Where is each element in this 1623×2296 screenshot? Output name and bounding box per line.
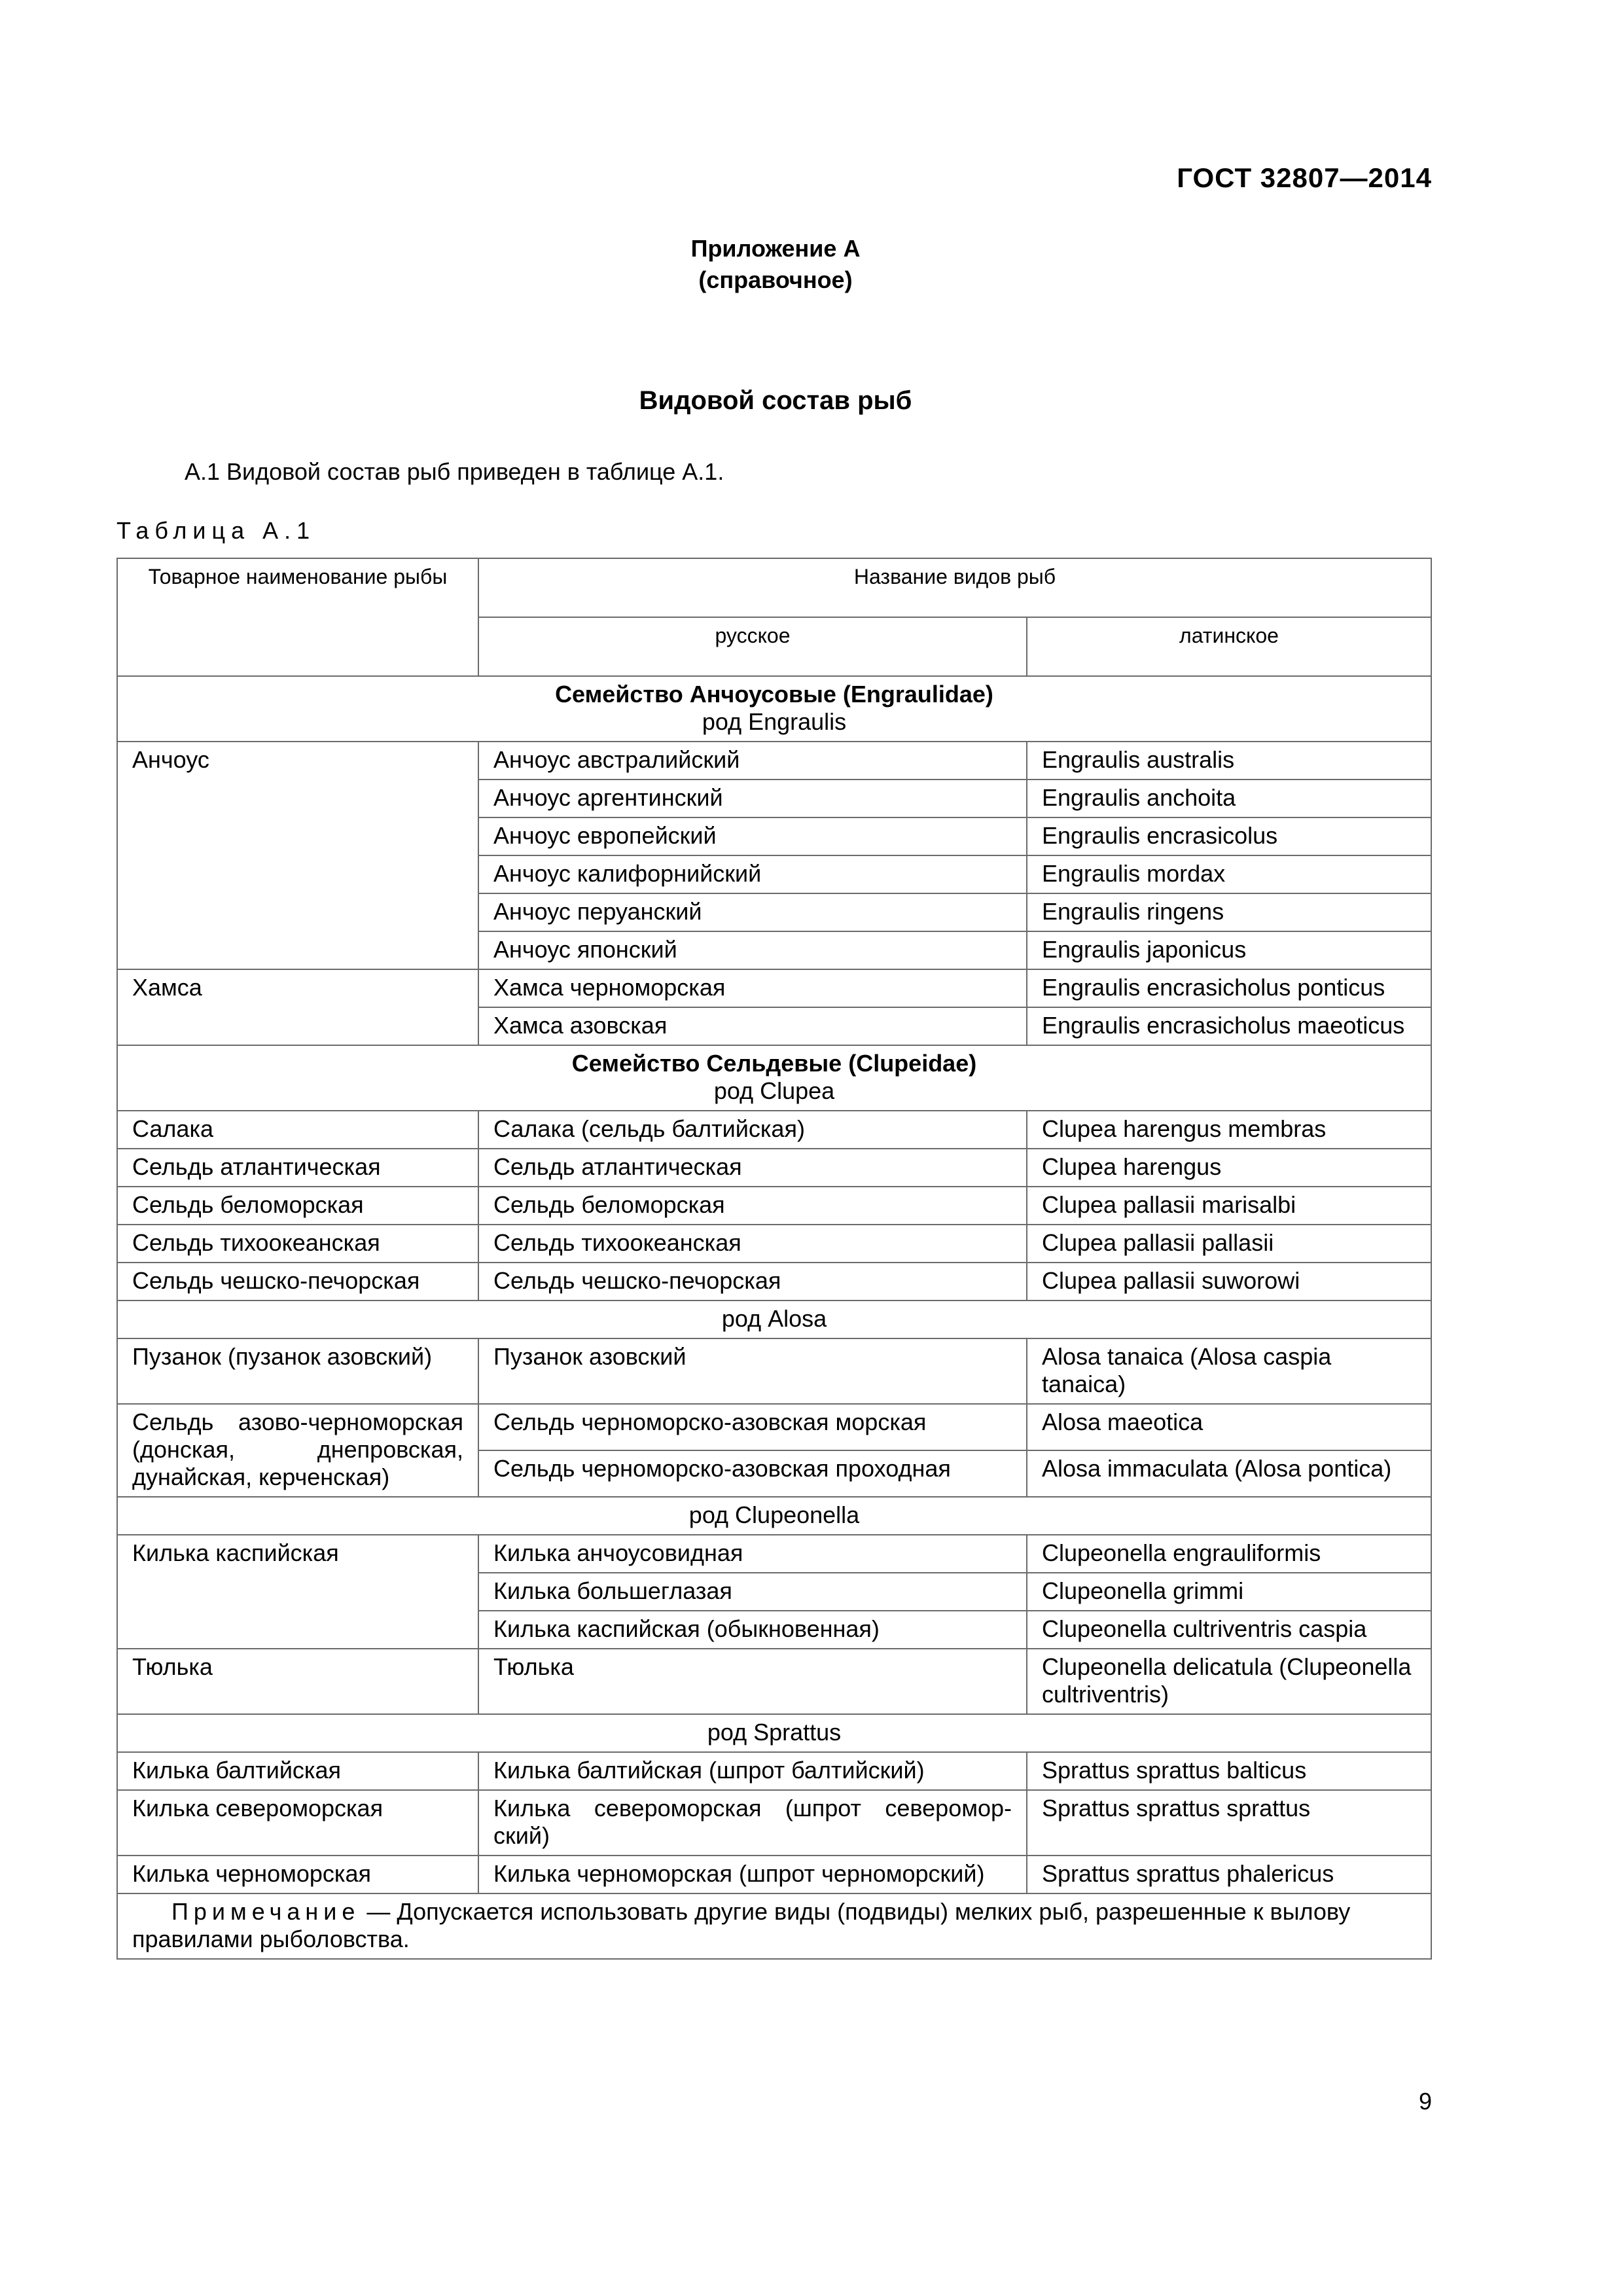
genus-heading: род Sprattus bbox=[117, 1714, 1431, 1752]
family-name: Семейство Сельдевые (Clupeidae) bbox=[571, 1050, 977, 1077]
table-caption: Таблица А.1 bbox=[116, 517, 316, 544]
trade-name-cell: Сельдь тихоокеанская bbox=[117, 1225, 478, 1263]
russian-name-cell: Килька анчоусовидная bbox=[478, 1535, 1027, 1573]
latin-name-cell: Sprattus sprattus balticus bbox=[1027, 1752, 1431, 1790]
note-row bbox=[117, 1893, 1431, 1959]
russian-name-cell: Килька балтийская (шпрот балтийский) bbox=[478, 1752, 1027, 1790]
latin-name-cell: Engraulis australis bbox=[1027, 742, 1431, 780]
russian-name-cell: Килька большеглазая bbox=[478, 1573, 1027, 1611]
latin-name-cell: Clupea pallasii pallasii bbox=[1027, 1225, 1431, 1263]
latin-name-cell: Alosa maeotica bbox=[1027, 1404, 1431, 1450]
genus-row bbox=[117, 1497, 1431, 1535]
appendix-heading bbox=[0, 233, 1551, 296]
header-trade-name: Товарное наименование рыбы bbox=[117, 558, 478, 676]
trade-name-cell: Анчоус bbox=[117, 742, 478, 969]
family-row bbox=[117, 676, 1431, 742]
latin-name-cell: Clupea pallasii suworowi bbox=[1027, 1263, 1431, 1300]
latin-name-cell: Engraulis anchoita bbox=[1027, 780, 1431, 817]
trade-name-cell: Хамса bbox=[117, 969, 478, 1045]
russian-name-cell: Сельдь беломорская bbox=[478, 1187, 1027, 1225]
russian-name-cell: Сельдь черноморско-азовская морская bbox=[478, 1404, 1027, 1450]
table-row bbox=[117, 1263, 1431, 1300]
russian-name-cell: Хамса черноморская bbox=[478, 969, 1027, 1007]
genus-name: род Engraulis bbox=[702, 708, 847, 735]
trade-name-cell: Тюлька bbox=[117, 1649, 478, 1714]
russian-name-cell: Хамса азовская bbox=[478, 1007, 1027, 1045]
table-row bbox=[117, 1225, 1431, 1263]
genus-row bbox=[117, 1300, 1431, 1338]
trade-name-cell: Сельдь чешско-печорская bbox=[117, 1263, 478, 1300]
latin-name-cell: Clupea pallasii marisalbi bbox=[1027, 1187, 1431, 1225]
appendix-label: Приложение А bbox=[690, 235, 861, 262]
russian-name-cell: Анчоус австралийский bbox=[478, 742, 1027, 780]
trade-name-cell: Пузанок (пузанок азовский) bbox=[117, 1338, 478, 1404]
latin-name-cell: Alosa tanaica (Alosa caspia tanaica) bbox=[1027, 1338, 1431, 1404]
latin-name-cell: Clupeonella grimmi bbox=[1027, 1573, 1431, 1611]
latin-name-cell: Alosa immaculata (Alosa pontica) bbox=[1027, 1450, 1431, 1497]
trade-name-cell: Сельдь азово-черноморская (донская, днепровская, дунайская, керченская) bbox=[117, 1404, 478, 1497]
russian-name-cell: Сельдь атлантическая bbox=[478, 1149, 1027, 1187]
genus-row bbox=[117, 1714, 1431, 1752]
russian-name-cell: Тюлька bbox=[478, 1649, 1027, 1714]
note-text: — Допускается использовать другие виды (подвиды) мелких рыб, разрешенные к вылову правилами рыболовства. bbox=[132, 1898, 1351, 1952]
genus-heading: род Clupeonella bbox=[117, 1497, 1431, 1535]
russian-name-cell: Килька черноморская (шпрот черноморский) bbox=[478, 1856, 1027, 1893]
table-row bbox=[117, 1752, 1431, 1790]
family-name: Семейство Анчоусовые (Engraulidae) bbox=[555, 681, 993, 708]
header-species-name: Название видов рыб bbox=[478, 558, 1431, 617]
latin-name-cell: Sprattus sprattus sprattus bbox=[1027, 1790, 1431, 1856]
header-russian: русское bbox=[478, 617, 1027, 676]
russian-name-cell: Анчоус японский bbox=[478, 931, 1027, 969]
russian-name-cell: Салака (сельдь балтийская) bbox=[478, 1111, 1027, 1149]
latin-name-cell: Sprattus sprattus phalericus bbox=[1027, 1856, 1431, 1893]
table-header-row bbox=[117, 558, 1431, 617]
genus-heading: род Alosa bbox=[117, 1300, 1431, 1338]
russian-name-cell: Килька североморская (шпрот северомор-ский) bbox=[478, 1790, 1027, 1856]
species-table bbox=[116, 558, 1432, 1960]
page-title: Видовой состав рыб bbox=[639, 386, 912, 415]
latin-name-cell: Engraulis encrasicholus maeoticus bbox=[1027, 1007, 1431, 1045]
latin-name-cell: Engraulis ringens bbox=[1027, 893, 1431, 931]
trade-name-cell: Килька черноморская bbox=[117, 1856, 478, 1893]
table-row bbox=[117, 1111, 1431, 1149]
russian-name-cell: Анчоус калифорнийский bbox=[478, 855, 1027, 893]
russian-name-cell: Анчоус перуанский bbox=[478, 893, 1027, 931]
russian-name-cell: Пузанок азовский bbox=[478, 1338, 1027, 1404]
table-row bbox=[117, 742, 1431, 780]
table-note bbox=[117, 1893, 1431, 1959]
genus-name: род Clupea bbox=[713, 1077, 835, 1104]
family-heading bbox=[117, 676, 1431, 742]
table-row bbox=[117, 1790, 1431, 1856]
table-row bbox=[117, 1338, 1431, 1404]
note-label: Примечание bbox=[171, 1898, 361, 1925]
standard-number: ГОСТ 32807—2014 bbox=[1177, 162, 1432, 193]
table-row bbox=[117, 1856, 1431, 1893]
table-row bbox=[117, 969, 1431, 1007]
trade-name-cell: Килька балтийская bbox=[117, 1752, 478, 1790]
latin-name-cell: Engraulis japonicus bbox=[1027, 931, 1431, 969]
latin-name-cell: Clupea harengus membras bbox=[1027, 1111, 1431, 1149]
trade-name-cell: Килька каспийская bbox=[117, 1535, 478, 1649]
trade-name-cell: Сельдь атлантическая bbox=[117, 1149, 478, 1187]
russian-name-cell: Сельдь черноморско-азовская проходная bbox=[478, 1450, 1027, 1497]
latin-name-cell: Engraulis encrasicholus ponticus bbox=[1027, 969, 1431, 1007]
latin-name-cell: Clupeonella delicatula (Clupeonella cultriventris) bbox=[1027, 1649, 1431, 1714]
trade-name-cell: Салака bbox=[117, 1111, 478, 1149]
table-row bbox=[117, 1187, 1431, 1225]
table-row bbox=[117, 1149, 1431, 1187]
latin-name-cell: Clupeonella engrauliformis bbox=[1027, 1535, 1431, 1573]
russian-name-cell: Анчоус европейский bbox=[478, 817, 1027, 855]
table-row bbox=[117, 1649, 1431, 1714]
trade-name-cell: Сельдь беломорская bbox=[117, 1187, 478, 1225]
latin-name-cell: Engraulis mordax bbox=[1027, 855, 1431, 893]
family-row bbox=[117, 1045, 1431, 1111]
russian-name-cell: Сельдь тихоокеанская bbox=[478, 1225, 1027, 1263]
page-number: 9 bbox=[1418, 2088, 1432, 2115]
table-row bbox=[117, 1404, 1431, 1450]
table-row bbox=[117, 1535, 1431, 1573]
russian-name-cell: Килька каспийская (обыкновенная) bbox=[478, 1611, 1027, 1649]
appendix-type: (справочное) bbox=[698, 266, 853, 293]
trade-name-cell: Килька североморская bbox=[117, 1790, 478, 1856]
russian-name-cell: Анчоус аргентинский bbox=[478, 780, 1027, 817]
latin-name-cell: Clupea harengus bbox=[1027, 1149, 1431, 1187]
latin-name-cell: Engraulis encrasicolus bbox=[1027, 817, 1431, 855]
russian-name-cell: Сельдь чешско-печорская bbox=[478, 1263, 1027, 1300]
header-latin: латинское bbox=[1027, 617, 1431, 676]
intro-paragraph: А.1 Видовой состав рыб приведен в таблице А.1. bbox=[185, 458, 724, 485]
latin-name-cell: Clupeonella cultriventris caspia bbox=[1027, 1611, 1431, 1649]
family-heading bbox=[117, 1045, 1431, 1111]
